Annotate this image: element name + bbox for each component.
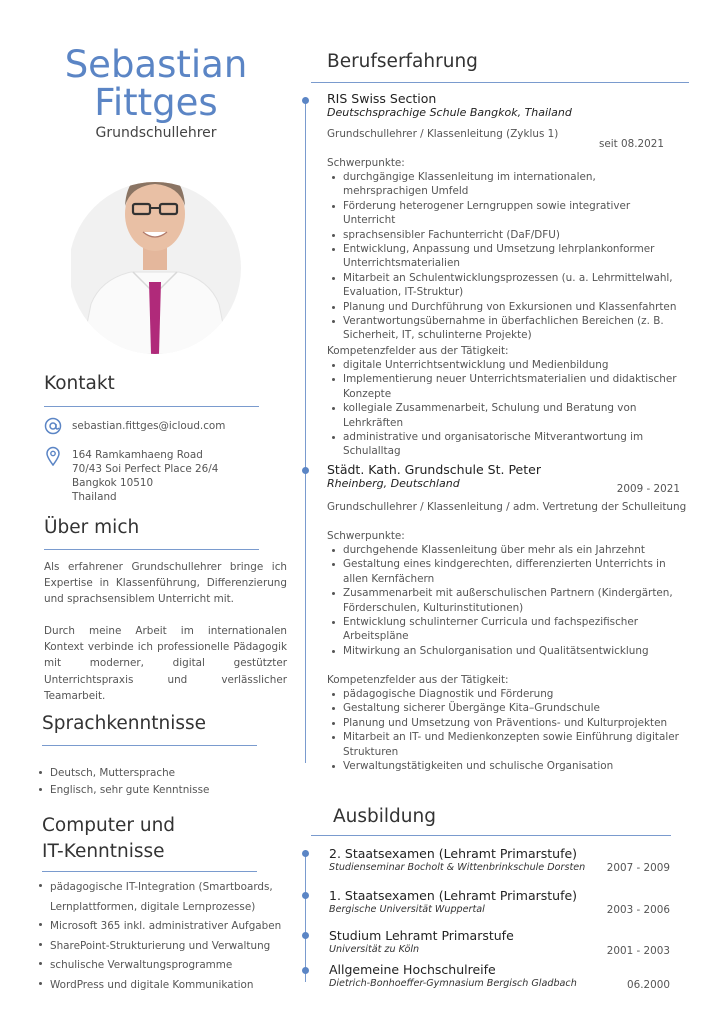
last-name: Fittges [94,81,218,124]
list-item: digitale Unterrichtsentwicklung und Medienbildung [329,358,693,372]
languages-divider [42,745,257,746]
education-date: 2007 - 2009 [606,862,670,874]
list-item: SharePoint-Strukturierung und Verwaltung [36,937,286,957]
list-item: Gestaltung eines kindgerechten, differenzierten Unterrichts in allen Kernfächern [329,557,687,586]
address-line: Thailand [72,491,117,503]
timeline-dot [302,850,309,857]
skills-label: Kompetenzfelder aus der Tätigkeit: [327,345,509,357]
job-location: Deutschsprachige Schule Bangkok, Thailand [327,106,572,119]
list-item: Microsoft 365 inkl. administrativer Aufgaben [36,917,286,937]
profile-photo [71,154,241,354]
focus-label: Schwerpunkte: [327,530,405,542]
job-skills-list [329,358,693,459]
timeline-dot [302,97,309,104]
timeline-dot [302,967,309,974]
education-divider [311,835,671,836]
address-line: 164 Ramkamhaeng Road [72,449,203,461]
job-location: Rheinberg, Deutschland [327,477,460,490]
education-date: 2001 - 2003 [606,945,670,957]
about-paragraph-2: Durch meine Arbeit im internationalen Kontext verbinde ich professionelle Pädagogik mit moderner, digital gestützter Unterrichtspraxis und verlässlicher Teamarbeit. [44,625,287,702]
languages-list [36,765,209,798]
list-item: durchgängige Klassenleitung im internationalen, mehrsprachigen Umfeld [329,170,681,199]
computer-skills-list [36,878,286,995]
skills-label: Kompetenzfelder aus der Tätigkeit: [327,674,509,686]
list-item: Implementierung neuer Unterrichtsmaterialien und didaktischer Konzepte [329,372,693,401]
list-item: Entwicklung schulinterner Curricula und fachspezifischer Arbeitspläne [329,615,687,644]
education-degree: 1. Staatsexamen (Lehramt Primarstufe) [329,888,578,903]
location-pin-icon [45,446,61,466]
list-item: Deutsch, Muttersprache [36,765,209,782]
list-item: schulische Verwaltungsprogramme [36,956,286,976]
list-item: Verantwortungsübernahme in überfachlichen Bereichen (z. B. Sicherheit, IT, schulinterne Projekte) [329,314,681,343]
experience-divider [311,82,689,83]
timeline-dot [302,932,309,939]
list-item: Gestaltung sicherer Übergänge Kita–Grundschule [329,701,681,715]
list-item: Englisch, sehr gute Kenntnisse [36,782,209,799]
job-employer: RIS Swiss Section [327,91,437,106]
job-focus-list [329,170,681,343]
focus-label: Schwerpunkte: [327,157,405,169]
list-item: Mitarbeit an IT- und Medienkonzepten sowie Einführung digitaler Strukturen [329,730,681,759]
education-institution: Dietrich-Bonhoeffer-Gymnasium Bergisch Gladbach [329,978,577,989]
experience-timeline [305,101,306,763]
job-date: seit 08.2021 [598,138,664,150]
contact-divider [44,406,259,407]
job-skills-list [329,687,681,773]
list-item: kollegiale Zusammenarbeit, Schulung und Beratung von Lehrkräften [329,401,693,430]
job-employer: Städt. Kath. Grundschule St. Peter [327,462,541,477]
list-item: WordPress und digitale Kommunikation [36,976,286,996]
list-item: sprachsensibler Fachunterricht (DaF/DFU) [329,228,681,242]
list-item: administrative und organisatorische Mitverantwortung im Schulalltag [329,430,693,459]
education-institution: Universität zu Köln [329,944,420,955]
list-item: Mitarbeit an Schulentwicklungsprozessen (u. a. Lehrmittelwahl, Evaluation, IT-Struktur) [329,271,681,300]
languages-title: Sprachkenntnisse [42,713,206,734]
address-line: 70/43 Soi Perfect Place 26/4 [72,463,219,475]
job-focus-list [329,543,687,658]
about-title: Über mich [44,517,140,538]
list-item: Zusammenarbeit mit außerschulischen Partnern (Kindergärten, Förderschulen, Kulturinstitutionen) [329,586,687,615]
education-degree: Studium Lehramt Primarstufe [329,928,514,943]
timeline-dot [302,892,309,899]
list-item: pädagogische IT-Integration (Smartboards, Lernplattformen, digitale Lernprozesse) [36,878,286,917]
list-item: Entwicklung, Anpassung und Umsetzung lehrplankonformer Unterrichtsmaterialien [329,242,681,271]
about-divider [44,549,259,550]
job-position: Grundschullehrer / Klassenleitung / adm. Vertretung der Schulleitung [327,501,687,513]
education-degree: 2. Staatsexamen (Lehramt Primarstufe) [329,846,578,861]
contact-title: Kontakt [44,373,115,394]
computer-divider [42,871,257,872]
postal-address [72,448,218,504]
list-item: Planung und Umsetzung von Präventions- und Kulturprojekten [329,716,681,730]
list-item: Verwaltungstätigkeiten und schulische Organisation [329,759,681,773]
computer-title-line-1: Computer und [42,815,176,836]
email-icon [44,417,62,435]
first-name: Sebastian [64,43,248,86]
job-position: Grundschullehrer / Klassenleitung (Zyklus 1) [327,128,559,140]
education-degree: Allgemeine Hochschulreife [329,962,496,977]
timeline-dot [302,467,309,474]
education-institution: Bergische Universität Wuppertal [329,904,485,915]
education-institution: Studienseminar Bocholt & Wittenbrinkschule Dorsten [329,862,586,873]
computer-title-line-2: IT-Kenntnisse [42,841,165,862]
list-item: Förderung heterogener Lerngruppen sowie integrativer Unterricht [329,199,681,228]
list-item: Mitwirkung an Schulorganisation und Qualitätsentwicklung [329,644,687,658]
list-item: pädagogische Diagnostik und Förderung [329,687,681,701]
list-item: durchgehende Klassenleitung über mehr als ein Jahrzehnt [329,543,687,557]
address-line: Bangkok 10510 [72,477,154,489]
education-title: Ausbildung [333,806,436,827]
education-date: 2003 - 2006 [606,904,670,916]
education-timeline [305,850,306,982]
email-address[interactable]: sebastian.fittges@icloud.com [72,420,226,432]
experience-title: Berufserfahrung [327,51,478,72]
job-date: 2009 - 2021 [616,483,680,495]
about-paragraph-1: Als erfahrener Grundschullehrer bringe ich Expertise in Klassenführung, Differenzierung und sprachsensiblem Unterricht mit. [44,561,287,606]
education-date: 06.2000 [627,979,670,991]
list-item: Planung und Durchführung von Exkursionen und Klassenfahrten [329,300,681,314]
job-role: Grundschullehrer [95,125,217,141]
